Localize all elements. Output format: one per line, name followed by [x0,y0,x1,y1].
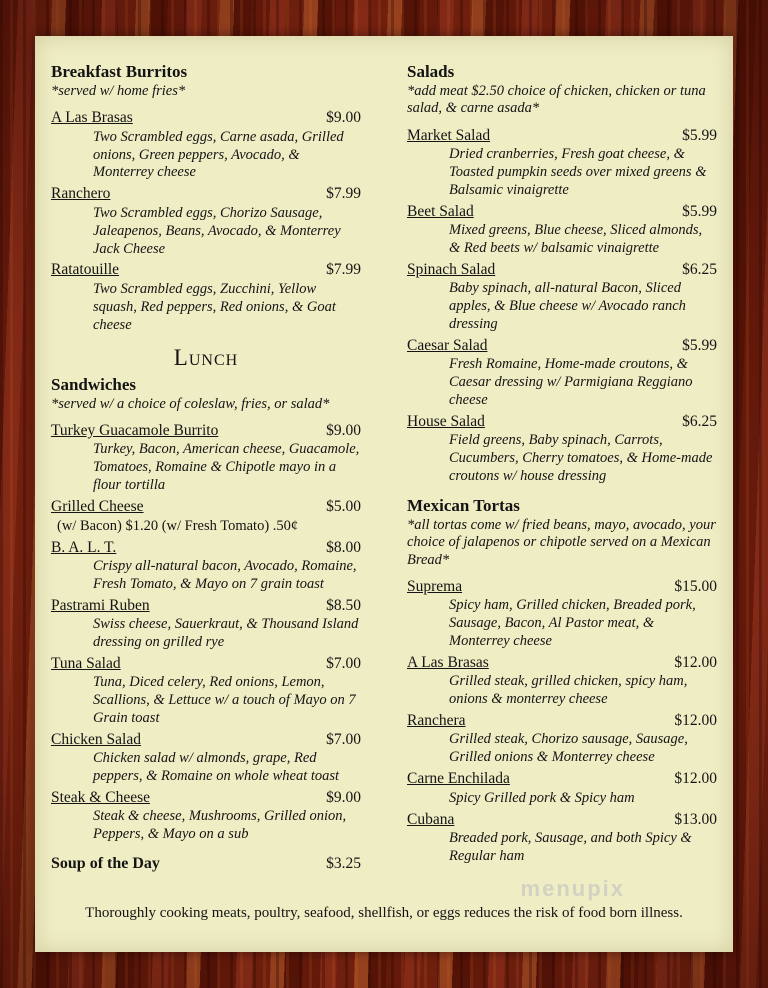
item-description: Baby spinach, all-natural Bacon, Sliced apples, & Blue cheese w/ Avocado ranch dressing [449,280,686,332]
menu-item-head [407,336,717,356]
item-description: Field greens, Baby spinach, Carrots, Cucumbers, Cherry tomatoes, & Home-made croutons w/ house dressing [449,432,713,485]
menu-section [51,62,361,335]
menu-item [51,260,361,334]
item-name: Steak & Cheese [51,789,151,807]
menu-item-head [51,497,361,517]
item-price: $8.00 [326,538,361,556]
item-name: Ranchero [51,185,111,203]
item-price: $12.00 [674,770,717,788]
item-price: $6.25 [682,260,717,278]
item-description: Two Scrambled eggs, Carne asada, Grilled onions, Green peppers, Avocado, & Monterrey cheese [93,128,344,181]
item-name: A Las Brasas [51,109,133,127]
menu-item-head [51,654,361,674]
section-title: Breakfast Burritos [51,62,188,81]
menu-item [51,854,361,875]
item-description: Steak & cheese, Mushrooms, Grilled onion, Peppers, & Mayo on a sub [93,808,347,843]
menu-item [51,730,361,786]
lunch-heading: Lunch [173,344,239,370]
menu-item [51,538,361,594]
section-note: *add meat $2.50 choice of chicken, chicken or tuna salad, & carne asada* [407,83,706,117]
menu-item-head [407,126,717,146]
section-title: Salads [407,62,455,81]
item-price: $12.00 [674,712,717,730]
menu-item [51,497,361,536]
menu-item-head [407,577,717,597]
item-price: $7.99 [326,261,361,279]
item-extra: (w/ Bacon) $1.20 (w/ Fresh Tomato) .50¢ [57,518,299,535]
menu-item-head [407,711,717,731]
item-description: Mixed greens, Blue cheese, Sliced almonds, & Red beets w/ balsamic vinaigrette [449,221,703,256]
menu-section [407,62,717,486]
item-description: Tuna, Diced celery, Red onions, Lemon, Scallions, & Lettuce w/ a touch of Mayo on 7 Grain toast [93,674,356,727]
item-description: Spicy Grilled pork & Spicy ham [449,789,635,806]
menu-item [407,769,717,807]
item-name: Soup of the Day [51,855,160,873]
menu-item-head [51,788,361,808]
item-description: Swiss cheese, Sauerkraut, & Thousand Island dressing on grilled rye [93,616,359,651]
menu-item-head [407,260,717,280]
menu-item [407,336,717,410]
section-note: *served w/ a choice of coleslaw, fries, or salad* [51,395,330,412]
item-name: Caesar Salad [407,336,488,354]
item-name: Ranchera [407,712,466,730]
item-name: Pastrami Ruben [51,597,150,615]
menu-item [51,184,361,258]
item-description: Dried cranberries, Fresh goat cheese, & Toasted pumpkin seeds over mixed greens & Balsamic vinaigrette [449,145,707,198]
item-name: A Las Brasas [407,654,489,672]
menu-item-head [51,538,361,558]
item-description: Turkey, Bacon, American cheese, Guacamole, Tomatoes, Romaine & Chipotle mayo in a flour tortilla [93,441,360,493]
item-price: $3.25 [326,855,361,873]
section-note: *all tortas come w/ fried beans, mayo, avocado, your choice of jalapenos or chipotle served on a Mexican Bread* [407,517,716,568]
item-price: $7.00 [326,731,361,749]
menu-item [51,654,361,728]
menu-item-head [51,108,361,128]
item-price: $15.00 [674,578,717,596]
item-description: Two Scrambled eggs, Zucchini, Yellow squash, Red peppers, Red onions, & Goat cheese [93,280,336,333]
menu-item [407,810,717,866]
menu-item [407,412,717,486]
item-name: Tuna Salad [51,655,121,673]
item-name: Turkey Guacamole Burrito [51,421,219,439]
menu-item [407,202,717,258]
footer-note: Thoroughly cooking meats, poultry, seafood, shellfish, or eggs reduces the risk of food born illness. [85,905,683,921]
item-description: Fresh Romaine, Home-made croutons, & Caesar dressing w/ Parmigiana Reggiano cheese [449,356,693,409]
menu-item [407,260,717,334]
menu-item [51,108,361,182]
menu-item [51,421,361,495]
item-name: Suprema [407,578,463,596]
section-title: Sandwiches [51,374,137,394]
item-description: Grilled steak, grilled chicken, spicy ham, onions & monterrey cheese [449,673,688,708]
item-name: Ratatouille [51,261,120,279]
item-description: Two Scrambled eggs, Chorizo Sausage, Jaleapenos, Beans, Avocado, & Monterrey Jack Cheese [93,204,341,257]
menu-item-head [51,421,361,441]
item-description: Crispy all-natural bacon, Avocado, Romaine, Fresh Tomato, & Mayo on 7 grain toast [93,558,357,593]
item-price: $8.50 [326,597,361,615]
item-price: $5.99 [682,336,717,354]
item-price: $7.99 [326,185,361,203]
item-name: Beet Salad [407,202,474,220]
menu-item-head [51,730,361,750]
menu-item [407,126,717,200]
item-price: $9.00 [326,789,361,807]
item-description: Spicy ham, Grilled chicken, Breaded pork, Sausage, Bacon, Al Pastor meat, & Monterrey cheese [449,597,696,650]
item-name: Chicken Salad [51,731,141,749]
item-price: $12.00 [674,654,717,672]
menu-item-head [407,653,717,673]
item-price: $5.00 [326,497,361,515]
menu-item [407,577,717,651]
menu-item-head [407,202,717,222]
menu-column-right [407,62,717,899]
menu-item [407,653,717,709]
menu-item-head [407,769,717,789]
item-name: Carne Enchilada [407,770,510,788]
menu-item [51,788,361,844]
menu-item-head [407,810,717,830]
item-description: Chicken salad w/ almonds, grape, Red peppers, & Romaine on whole wheat toast [93,750,340,785]
menu-item-head [51,260,361,280]
item-price: $5.99 [682,126,717,144]
menu-page [35,36,733,952]
item-description: Grilled steak, Chorizo sausage, Sausage, Grilled onions & Monterrey cheese [449,731,688,766]
menu-columns [51,62,717,899]
item-name: B. A. L. T. [51,538,117,556]
item-name: Spinach Salad [407,260,496,278]
item-name: Market Salad [407,126,491,144]
section-title: Mexican Tortas [407,496,520,516]
item-price: $9.00 [326,421,361,439]
menu-item-head [407,412,717,432]
item-name: Cubana [407,810,455,828]
menu-column-left [51,62,361,899]
menu-item [51,596,361,652]
menu-item-head [51,184,361,204]
item-name: Grilled Cheese [51,497,144,515]
section-note: *served w/ home fries* [51,83,186,99]
item-price: $13.00 [674,810,717,828]
item-price: $9.00 [326,109,361,127]
watermark: menupix [520,876,625,901]
menu-item-head [51,596,361,616]
item-price: $5.99 [682,202,717,220]
item-price: $6.25 [682,413,717,430]
item-description: Breaded pork, Sausage, and both Spicy & Regular ham [449,829,692,864]
menu-section [407,496,717,866]
menu-section [51,375,361,845]
menu-item-head [51,854,361,875]
item-name: House Salad [407,413,485,430]
item-price: $7.00 [326,655,361,673]
menu-item [407,711,717,767]
